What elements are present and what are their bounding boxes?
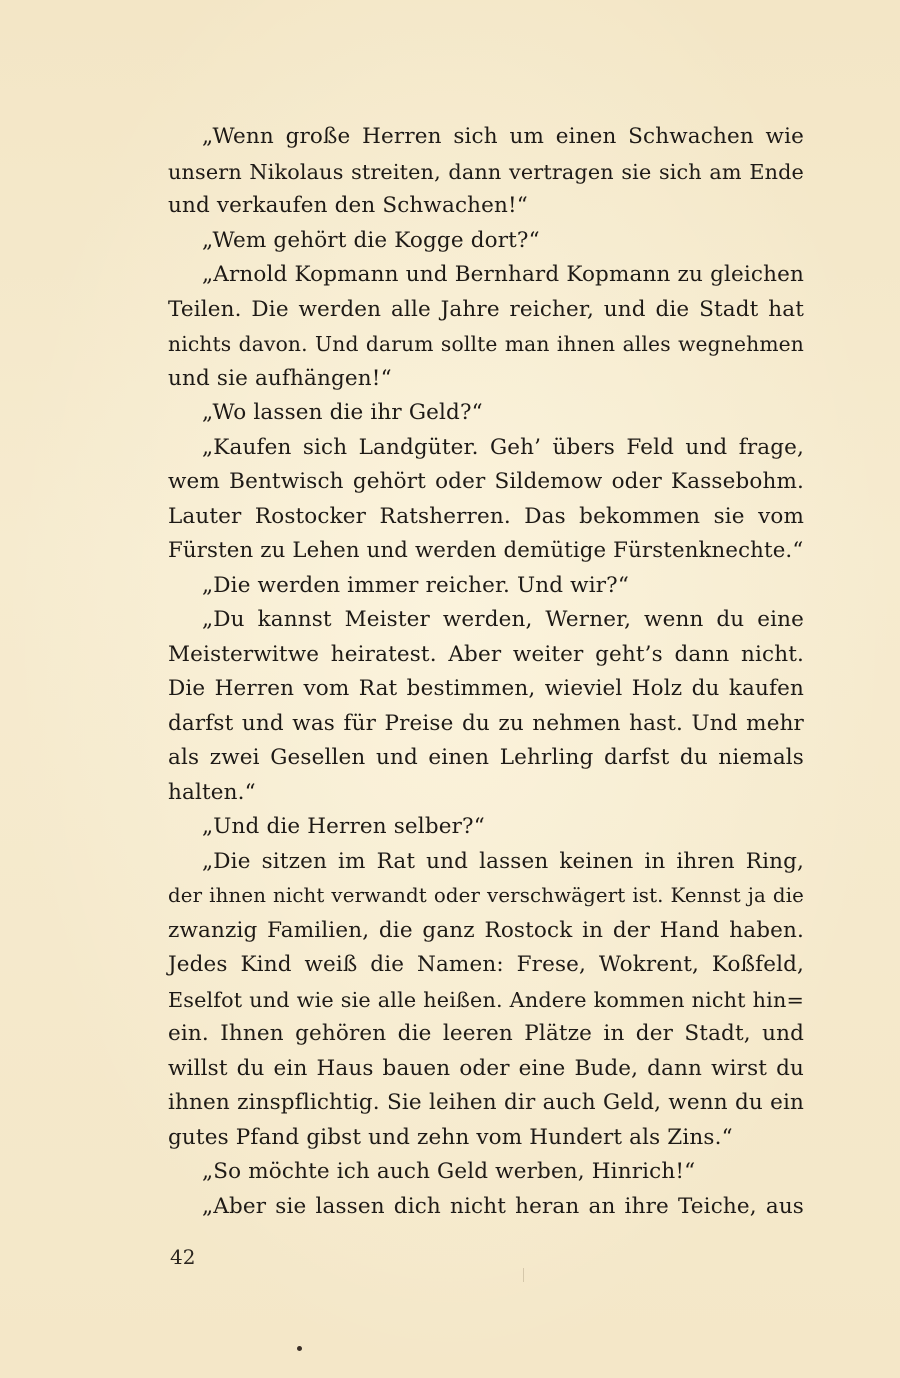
text-line: Eselfot und wie sie alle heißen. Andere kommen nicht hin=: [168, 987, 804, 1012]
text-line: der ihnen nicht verwandt oder verschwägert ist. Kennst ja die: [168, 884, 804, 907]
text-line: wem Bentwisch gehört oder Sildemow oder Kassebohm.: [168, 469, 804, 494]
text-line: „Wenn große Herren sich um einen Schwachen wie: [202, 124, 804, 149]
text-line: „Und die Herren selber?“: [202, 814, 485, 839]
text-line: „Arnold Kopmann und Bernhard Kopmann zu gleichen: [202, 262, 804, 287]
text-line: „Du kannst Meister werden, Werner, wenn du eine: [202, 607, 804, 632]
paper-crease: [523, 1268, 524, 1282]
page-number: 42: [170, 1245, 196, 1269]
text-line: als zwei Gesellen und einen Lehrling darfst du niemals: [168, 745, 804, 770]
text-line: und sie aufhängen!“: [168, 365, 392, 391]
text-line: ein. Ihnen gehören die leeren Plätze in der Stadt, und: [168, 1021, 804, 1046]
text-line: halten.“: [168, 779, 256, 805]
text-line: nichts davon. Und darum sollte man ihnen alles wegnehmen: [168, 332, 804, 356]
text-line: und verkaufen den Schwachen!“: [168, 193, 528, 218]
text-line: Fürsten zu Lehen und werden demütige Fürstenknechte.“: [168, 538, 804, 563]
body-text: [168, 120, 804, 1224]
text-line: zwanzig Familien, die ganz Rostock in der Hand haben.: [168, 917, 804, 943]
text-line: „Aber sie lassen dich nicht heran an ihre Teiche, aus: [202, 1193, 804, 1219]
text-line: Meisterwitwe heiratest. Aber weiter geht’s dann nicht.: [168, 641, 804, 667]
text-line: willst du ein Haus bauen oder eine Bude, dann wirst du: [168, 1055, 804, 1081]
text-line: ihnen zinspflichtig. Sie leihen dir auch Geld, wenn du ein: [168, 1090, 804, 1115]
text-line: unsern Nikolaus streiten, dann vertragen sie sich am Ende: [168, 159, 804, 184]
text-line: darfst und was für Preise du zu nehmen hast. Und mehr: [168, 710, 804, 736]
text-line: „Die sitzen im Rat und lassen keinen in ihren Ring,: [202, 848, 804, 874]
text-line: „Die werden immer reicher. Und wir?“: [202, 572, 629, 598]
ink-speck: [297, 1346, 302, 1351]
text-line: Lauter Rostocker Ratsherren. Das bekommen sie vom: [168, 503, 804, 529]
text-line: „Wo lassen die ihr Geld?“: [202, 400, 483, 425]
text-line: „Wem gehört die Kogge dort?“: [202, 227, 540, 253]
text-line: Teilen. Die werden alle Jahre reicher, und die Stadt hat: [168, 296, 804, 322]
text-line: Jedes Kind weiß die Namen: Frese, Wokrent, Koßfeld,: [168, 952, 804, 977]
text-line: Die Herren vom Rat bestimmen, wieviel Holz du kaufen: [168, 676, 804, 701]
text-line: „Kaufen sich Landgüter. Geh’ übers Feld und frage,: [202, 434, 804, 460]
text-line: gutes Pfand gibst und zehn vom Hundert als Zins.“: [168, 1124, 733, 1150]
text-line: „So möchte ich auch Geld werben, Hinrich!“: [202, 1159, 696, 1184]
